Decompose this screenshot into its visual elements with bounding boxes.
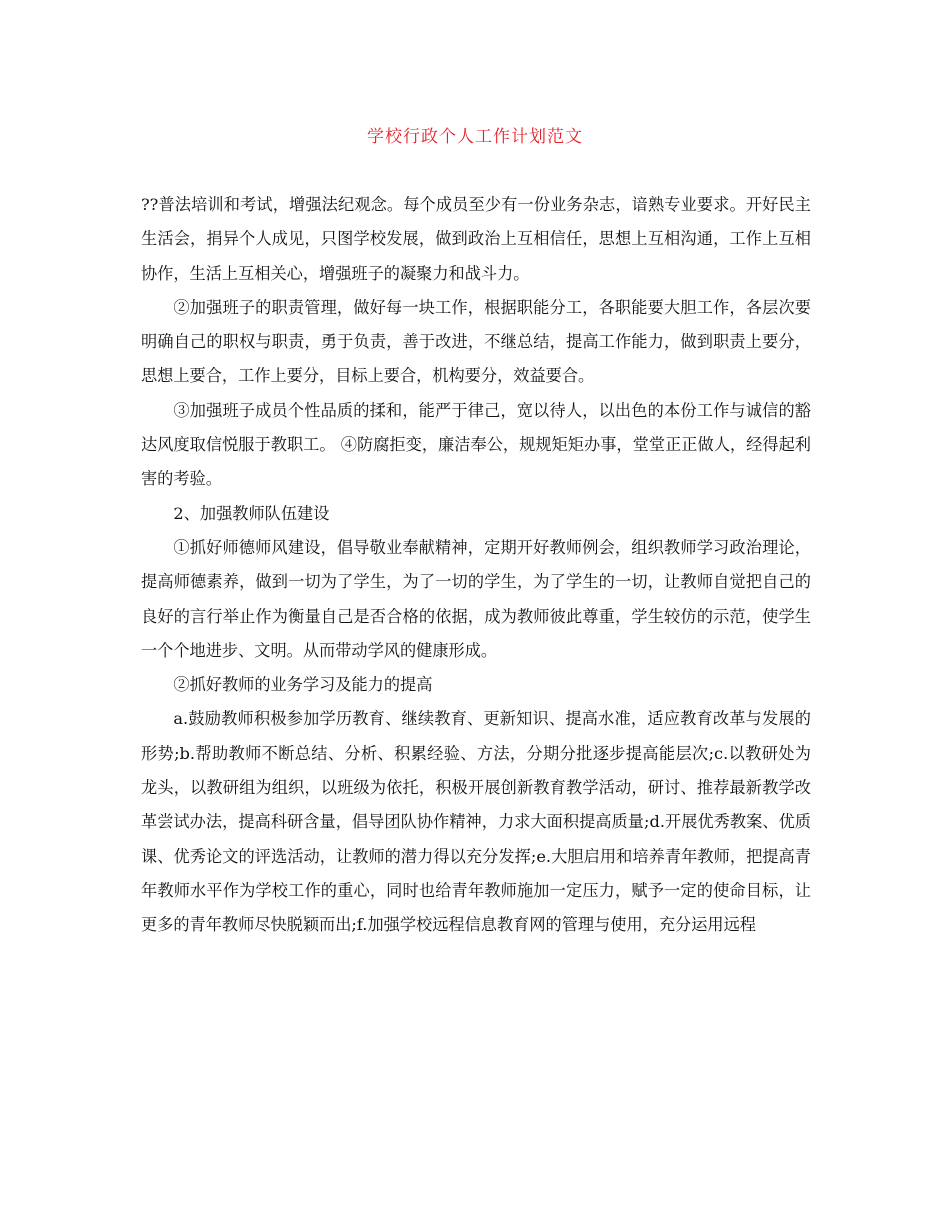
subsection-heading: ②抓好教师的业务学习及能力的提高: [173, 675, 433, 695]
paragraph: ②加强班子的职责管理，做好每一块工作，根据职能分工，各职能要大胆工作，各层次要明确自己的职权与职责，勇于负责，善于改进，不继总结，提高工作能力，做到职责上要分，思想上要合，工作上要分，目标上要合，机构要分，效益要合。: [141, 297, 811, 386]
section-heading: 2、加强教师队伍建设: [173, 503, 330, 523]
paragraph: ①抓好师德师风建设，倡导敬业奉献精神，定期开好教师例会，组织教师学习政治理论，提高师德素养，做到一切为了学生，为了一切的学生，为了学生的一切，让教师自觉把自己的良好的言行举止作为衡量自己是否合格的依据，成为教师彼此尊重，学生较仿的示范，使学生一个个地进步、文明。从而带动学风的健康形成。: [141, 537, 811, 660]
paragraph: a.鼓励教师积极参加学历教育、继续教育、更新知识、提高水准，适应教育改革与发展的形势;b.帮助教师不断总结、分析、积累经验、方法，分期分批逐步提高能层次;c.以教研处为龙头，以教研组为组织，以班级为依托，积极开展创新教育教学活动，研讨、推荐最新教学改革尝试办法，提高科研含量，倡导团队协作精神，力求大面积提高质量;d.开展优秀教案、优质课、优秀论文的评选活动，让教师的潜力得以充分发挥;e.大胆启用和培养青年教师，把提高青年教师水平作为学校工作的重心，同时也给青年教师施加一定压力，赋予一定的使命目标，让更多的青年教师尽快脱颖而出;f.加强学校远程信息教育网的管理与使用，充分运用远程: [141, 709, 811, 935]
document-body: [141, 188, 811, 943]
paragraph: ③加强班子成员个性品质的揉和，能严于律己，宽以待人，以出色的本份工作与诚信的豁达风度取信悦服于教职工。 ④防腐拒变，廉洁奉公，规规矩矩办事，堂堂正正做人，经得起利害的考验。: [141, 400, 811, 489]
document-title: 学校行政个人工作计划范文: [367, 127, 583, 147]
paragraph: ??普法培训和考试，增强法纪观念。每个成员至少有一份业务杂志，谙熟专业要求。开好民主生活会，捐异个人成见，只图学校发展，做到政治上互相信任，思想上互相沟通，工作上互相协作，生活上互相关心，增强班子的凝聚力和战斗力。: [141, 195, 811, 283]
